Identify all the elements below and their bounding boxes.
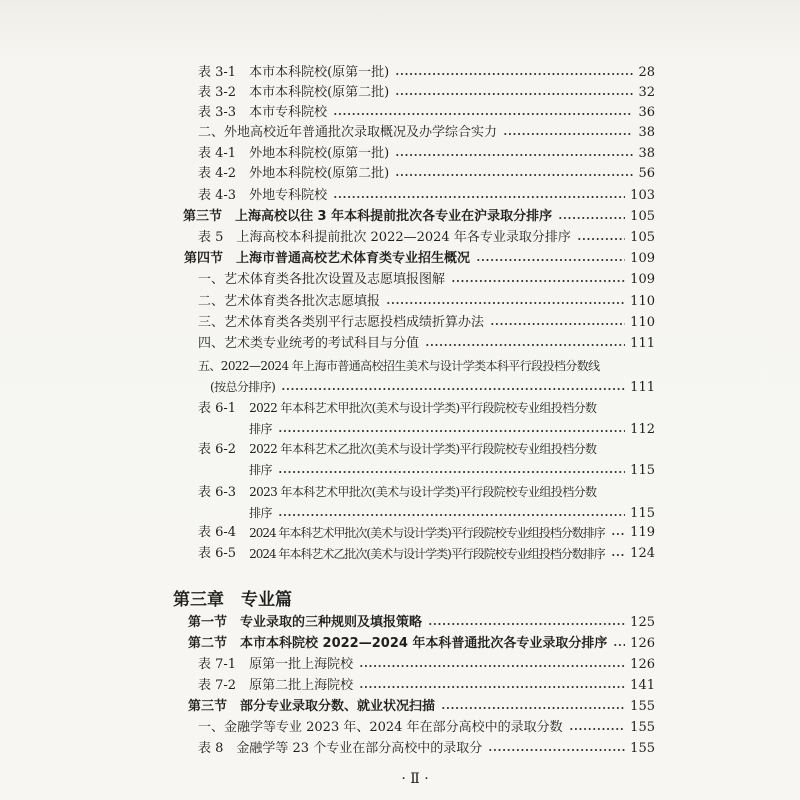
toc-entry xyxy=(198,739,655,759)
entry-page-number: 111 xyxy=(630,336,655,351)
leader-dots xyxy=(278,503,625,524)
entry-page-number: 32 xyxy=(638,85,655,100)
leader-dots xyxy=(386,292,625,312)
section-title: 本市本科院校 2022—2024 年本科普通批次各专业录取分排序 xyxy=(240,636,608,651)
entry-title: 一、金融学等专业 2023 年、2024 年在部分高校中的录取分数 xyxy=(198,720,563,735)
section-heading-entry xyxy=(188,634,655,654)
toc-entry xyxy=(198,313,655,333)
entry-title: 2024 年本科艺术乙批次(美术与设计学类)平行段院校专业组投档分数排序 xyxy=(249,547,605,561)
toc-entry xyxy=(198,103,655,123)
entry-page-number: 56 xyxy=(638,166,655,181)
section-label: 第三节 xyxy=(183,209,223,224)
entry-title: 五、2022—2024 年上海市普通高校招生美术与设计学类本科平行段投档分数线 xyxy=(198,359,600,373)
section-heading-entry xyxy=(188,697,655,717)
leader-dots xyxy=(333,186,625,206)
entry-page-number: 155 xyxy=(630,699,655,714)
chapter-title: 专业篇 xyxy=(241,590,292,610)
entry-title: 2022 年本科艺术甲批次(美术与设计学类)平行段院校专业组投档分数 xyxy=(249,401,597,415)
entry-title-continuation: 排序 xyxy=(249,506,272,520)
leader-dots xyxy=(613,634,625,654)
entry-page-number: 109 xyxy=(630,251,655,266)
entry-title-continuation: 排序 xyxy=(249,463,272,477)
entry-continuation-line xyxy=(249,419,655,440)
entry-title: 本市本科院校(原第二批) xyxy=(249,85,390,100)
entry-text-block xyxy=(198,356,655,398)
section-label: 第四节 xyxy=(184,251,224,266)
entry-label: 表 7-2 xyxy=(198,678,237,693)
entry-title-continuation: 排序 xyxy=(249,422,272,436)
entry-page-number: 155 xyxy=(630,720,655,735)
leader-dots xyxy=(488,739,625,759)
toc-entry xyxy=(198,334,655,354)
entry-title: 二、外地高校近年普通批次录取概况及办学综合实力 xyxy=(198,125,498,140)
toc-entry xyxy=(198,144,655,164)
entry-continuation-line xyxy=(249,503,655,524)
entry-title: 外地专科院校 xyxy=(249,188,328,203)
section-label: 第三节 xyxy=(188,699,228,714)
entry-title: 本市专科院校 xyxy=(249,105,328,120)
entry-page-number: 110 xyxy=(630,315,655,330)
entry-page-number: 110 xyxy=(630,294,655,309)
entry-label: 表 8 xyxy=(198,741,224,756)
entry-text-block xyxy=(249,439,655,481)
leader-dots xyxy=(359,655,625,675)
entry-label: 表 6-4 xyxy=(198,525,237,540)
leader-dots xyxy=(611,523,625,543)
toc-entry xyxy=(198,398,655,440)
chapter-number: 第三章 xyxy=(173,590,224,610)
entry-text-block xyxy=(249,482,655,524)
entry-title: 金融学等 23 个专业在部分高校中的录取分 xyxy=(236,741,483,756)
section-label: 第二节 xyxy=(188,636,228,651)
toc-entry xyxy=(198,439,655,481)
entry-label: 表 6-1 xyxy=(198,401,237,416)
leader-dots xyxy=(569,718,626,738)
entry-label: 表 7-1 xyxy=(198,657,237,672)
entry-page-number: 38 xyxy=(638,146,655,161)
entry-page-number: 119 xyxy=(630,525,655,540)
entry-page-number: 155 xyxy=(630,741,655,756)
section-heading-entry xyxy=(188,613,655,633)
toc-entry xyxy=(198,655,655,675)
toc-entry xyxy=(198,164,655,184)
entry-label: 表 5 xyxy=(198,230,224,245)
toc-entry xyxy=(198,676,655,696)
entry-continuation-line xyxy=(198,377,655,398)
toc-entry xyxy=(198,186,655,206)
toc-entry xyxy=(198,356,655,398)
entry-page-number: 28 xyxy=(638,65,655,80)
toc-entry xyxy=(198,123,655,143)
entry-label: 表 4-1 xyxy=(198,146,237,161)
section-title: 专业录取的三种规则及填报策略 xyxy=(240,615,423,630)
entry-label: 表 3-2 xyxy=(198,85,237,100)
entry-page-number: 112 xyxy=(630,422,655,437)
toc-entry xyxy=(198,83,655,103)
entry-label: 表 6-2 xyxy=(198,442,237,457)
leader-dots xyxy=(490,313,625,333)
entry-label: 表 6-5 xyxy=(198,546,237,561)
leader-dots xyxy=(577,228,625,248)
entry-title: 上海高校本科提前批次 2022—2024 年各专业录取分排序 xyxy=(236,230,571,245)
entry-title: 外地本科院校(原第一批) xyxy=(249,146,390,161)
entry-page-number: 111 xyxy=(630,380,655,395)
entry-label: 表 6-3 xyxy=(198,485,237,500)
leader-dots xyxy=(441,697,625,717)
toc-entry xyxy=(198,270,655,290)
section-title: 上海市普通高校艺术体育类专业招生概况 xyxy=(236,251,471,266)
leader-dots xyxy=(278,419,625,440)
leader-dots xyxy=(503,123,633,143)
leader-dots xyxy=(425,334,625,354)
entry-page-number: 103 xyxy=(630,188,655,203)
entry-title: 四、艺术类专业统考的考试科目与分值 xyxy=(198,336,420,351)
section-heading-entry xyxy=(184,249,655,269)
entry-title: 2023 年本科艺术甲批次(美术与设计学类)平行段院校专业组投档分数 xyxy=(249,485,597,499)
entry-page-number: 36 xyxy=(638,105,655,120)
entry-title: 原第二批上海院校 xyxy=(249,678,354,693)
entry-page-number: 126 xyxy=(630,636,655,651)
entry-title: 本市本科院校(原第一批) xyxy=(249,65,390,80)
leader-dots xyxy=(333,103,633,123)
entry-title-continuation: (按总分排序) xyxy=(210,380,276,394)
entry-label: 表 3-3 xyxy=(198,105,237,120)
entry-label: 表 4-2 xyxy=(198,166,237,181)
leader-dots xyxy=(558,207,625,227)
toc-entry xyxy=(198,718,655,738)
entry-page-number: 115 xyxy=(630,463,655,478)
section-title: 上海高校以往 3 年本科提前批次各专业在沪录取分排序 xyxy=(235,209,553,224)
leader-dots xyxy=(476,249,625,269)
entry-title: 外地本科院校(原第二批) xyxy=(249,166,390,181)
leader-dots xyxy=(395,83,633,103)
entry-continuation-line xyxy=(249,460,655,481)
leader-dots xyxy=(281,377,625,398)
entry-page-number: 38 xyxy=(638,125,655,140)
section-label: 第一节 xyxy=(188,615,228,630)
entry-page-number: 115 xyxy=(630,506,655,521)
entry-text-block xyxy=(249,398,655,440)
section-heading-entry xyxy=(183,207,655,227)
entry-page-number: 141 xyxy=(630,678,655,693)
entry-page-number: 105 xyxy=(630,209,655,224)
entry-label: 表 4-3 xyxy=(198,188,237,203)
entry-page-number: 105 xyxy=(630,230,655,245)
toc-entry xyxy=(198,544,655,564)
leader-dots xyxy=(395,164,633,184)
section-title: 部分专业录取分数、就业状况扫描 xyxy=(240,699,436,714)
leader-dots xyxy=(359,676,625,696)
entry-title: 原第一批上海院校 xyxy=(249,657,354,672)
entry-title: 2024 年本科艺术甲批次(美术与设计学类)平行段院校专业组投档分数排序 xyxy=(249,526,605,540)
entry-title: 二、艺术体育类各批次志愿填报 xyxy=(198,294,381,309)
toc-entry xyxy=(198,63,655,83)
entry-page-number: 109 xyxy=(630,272,655,287)
entry-page-number: 126 xyxy=(630,657,655,672)
toc-entry xyxy=(198,482,655,524)
leader-dots xyxy=(395,144,633,164)
leader-dots xyxy=(278,460,625,481)
entry-title: 2022 年本科艺术乙批次(美术与设计学类)平行段院校专业组投档分数 xyxy=(249,442,597,456)
leader-dots xyxy=(395,63,633,83)
chapter-heading xyxy=(173,589,292,611)
entry-title: 一、艺术体育类各批次设置及志愿填报图解 xyxy=(198,272,446,287)
entry-title: 三、艺术体育类各类别平行志愿投档成绩折算办法 xyxy=(198,315,485,330)
entry-label: 表 3-1 xyxy=(198,65,237,80)
leader-dots xyxy=(428,613,625,633)
toc-entry xyxy=(198,228,655,248)
toc-entry xyxy=(198,523,655,543)
toc-entry xyxy=(198,292,655,312)
page-footer-marker: · Ⅱ · xyxy=(401,771,429,787)
entry-page-number: 125 xyxy=(630,615,655,630)
entry-page-number: 124 xyxy=(630,546,655,561)
leader-dots xyxy=(611,544,625,564)
leader-dots xyxy=(451,270,625,290)
